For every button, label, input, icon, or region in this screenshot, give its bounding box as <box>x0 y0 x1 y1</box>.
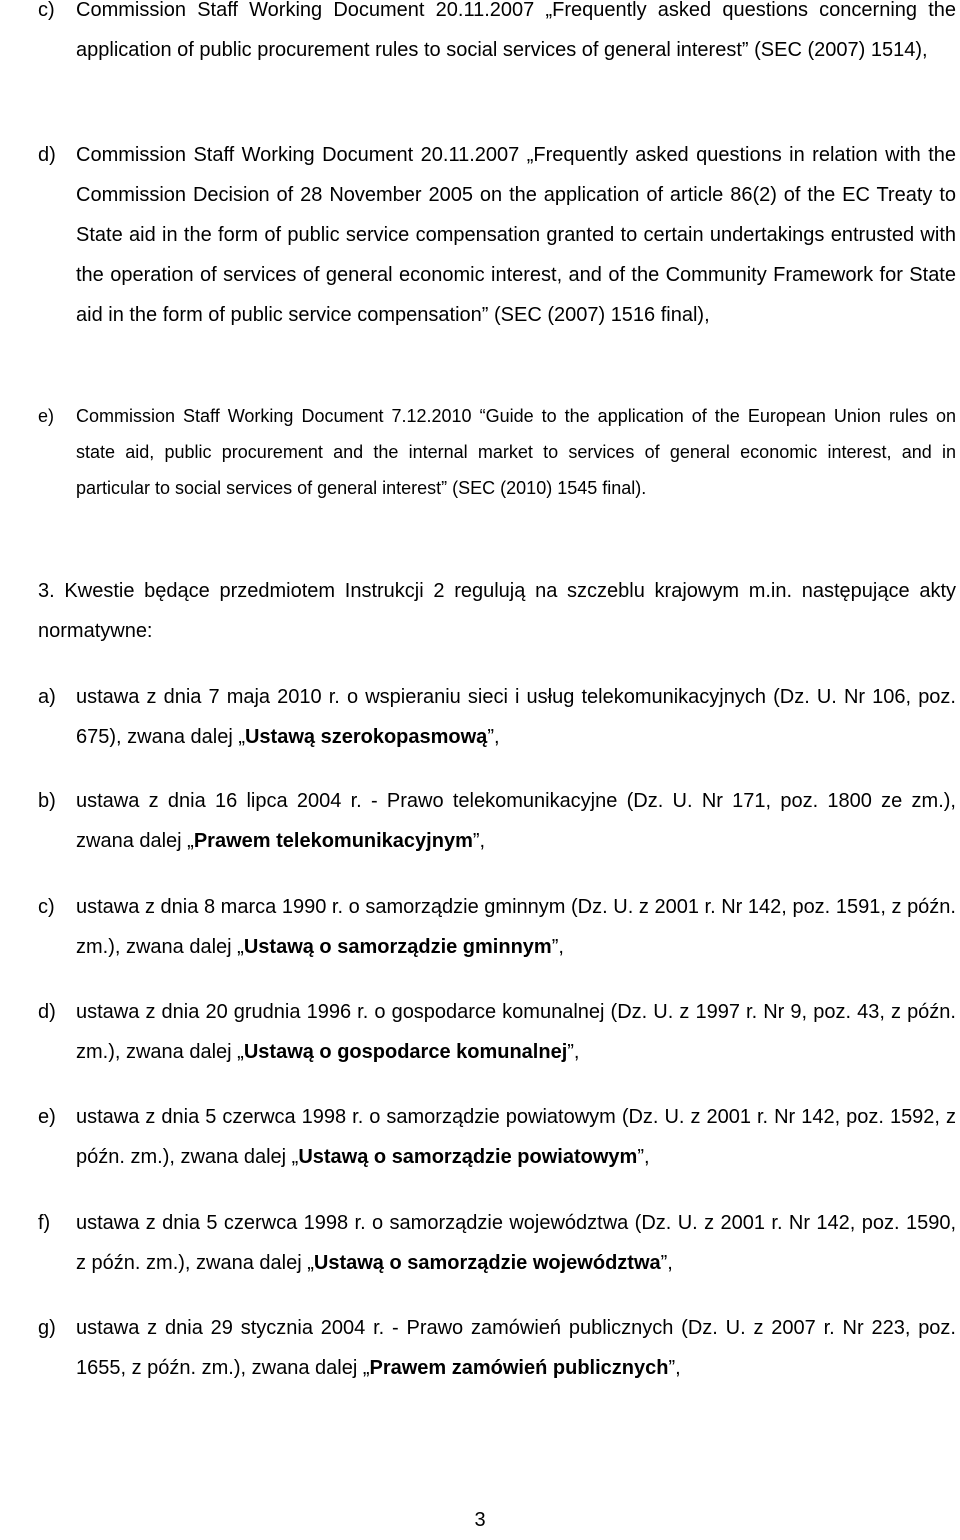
list-item-text: Commission Staff Working Document 20.11.2007 „Frequently asked questions concerning the application of public procurement rules to social services of general interest” (SEC (2007) 1514), <box>76 0 956 61</box>
section-number: 3. <box>38 580 55 602</box>
list-item-text: ustawa z dnia 5 czerwca 1998 r. o samorządzie województwa (Dz. U. z 2001 r. Nr 142, poz. 1590, z późn. zm.), zwana dalej „Ustawą o samorządzie województwa”, <box>76 1212 956 1274</box>
list-item-text: ustawa z dnia 5 czerwca 1998 r. o samorządzie powiatowym (Dz. U. z 2001 r. Nr 142, poz. 1592, z późn. zm.), zwana dalej „Ustawą o samorządzie powiatowym”, <box>76 1106 956 1168</box>
list-item-label: f) <box>38 1212 51 1234</box>
defined-term: Ustawą szerokopasmową <box>244 726 488 748</box>
defined-term: Prawem zamówień publicznych <box>369 1357 669 1379</box>
list-item-text: ustawa z dnia 7 maja 2010 r. o wspieraniu sieci i usług telekomunikacyjnych (Dz. U. Nr 106, poz. 675), zwana dalej „Ustawą szerokopasmową”, <box>76 686 956 748</box>
list-item-d-en <box>38 135 956 335</box>
list-item-c-pl <box>38 887 956 967</box>
list-item-label: d) <box>38 1001 56 1023</box>
defined-term: Prawem telekomunikacyjnym <box>193 830 473 852</box>
list-item-c-en <box>38 0 956 70</box>
list-item-b-pl <box>38 781 956 861</box>
list-item-label: e) <box>38 1106 56 1128</box>
list-item-a-pl <box>38 677 956 757</box>
list-item-text: Commission Staff Working Document 7.12.2010 “Guide to the application of the European Union rules on state aid, public procurement and the internal market to services of general economic interest, and in particular to social services of general interest” (SEC (2010) 1545 final). <box>76 406 956 498</box>
section-text: Kwestie będące przedmiotem Instrukcji 2 regulują na szczeblu krajowym m.in. następujące akty normatywne: <box>38 580 957 642</box>
list-item-text: ustawa z dnia 16 lipca 2004 r. - Prawo telekomunikacyjne (Dz. U. Nr 171, poz. 1800 ze zm.), zwana dalej „Prawem telekomunikacyjnym”, <box>76 790 956 852</box>
list-item-text: Commission Staff Working Document 20.11.2007 „Frequently asked questions in relation with the Commission Decision of 28 November 2005 on the application of article 86(2) of the EC Treaty to State aid in the form of public service compensation granted to certain undertakings entrusted with the operation of services of general economic interest, and of the Community Framework for State aid in the form of public service compensation” (SEC (2007) 1516 final), <box>76 144 956 326</box>
list-item-label: c) <box>38 896 55 918</box>
list-item-label: c) <box>38 0 55 21</box>
list-item-label: d) <box>38 144 56 166</box>
list-item-label: b) <box>38 790 56 812</box>
list-item-e-pl <box>38 1097 956 1177</box>
list-item-label: a) <box>38 686 56 708</box>
list-item-label: e) <box>38 406 55 426</box>
defined-term: Ustawą o samorządzie gminnym <box>243 936 552 958</box>
defined-term: Ustawą o samorządzie województwa <box>313 1252 661 1274</box>
page-number: 3 <box>474 1509 486 1531</box>
list-item-f-pl <box>38 1203 956 1283</box>
defined-term: Ustawą o samorządzie powiatowym <box>298 1146 638 1168</box>
defined-term: Ustawą o gospodarce komunalnej <box>243 1041 568 1063</box>
list-item-d-pl <box>38 992 956 1072</box>
section-3-paragraph <box>38 571 956 651</box>
list-item-text: ustawa z dnia 8 marca 1990 r. o samorządzie gminnym (Dz. U. z 2001 r. Nr 142, poz. 1591, z późn. zm.), zwana dalej „Ustawą o samorządzie gminnym”, <box>76 896 956 958</box>
list-item-label: g) <box>38 1317 56 1339</box>
list-item-g-pl <box>38 1308 956 1388</box>
list-item-e-en <box>38 398 956 506</box>
list-item-text: ustawa z dnia 20 grudnia 1996 r. o gospodarce komunalnej (Dz. U. z 1997 r. Nr 9, poz. 43, z późn. zm.), zwana dalej „Ustawą o gospodarce komunalnej”, <box>76 1001 956 1063</box>
list-item-text: ustawa z dnia 29 stycznia 2004 r. - Prawo zamówień publicznych (Dz. U. z 2007 r. Nr 223, poz. 1655, z późn. zm.), zwana dalej „Prawem zamówień publicznych”, <box>76 1317 956 1379</box>
